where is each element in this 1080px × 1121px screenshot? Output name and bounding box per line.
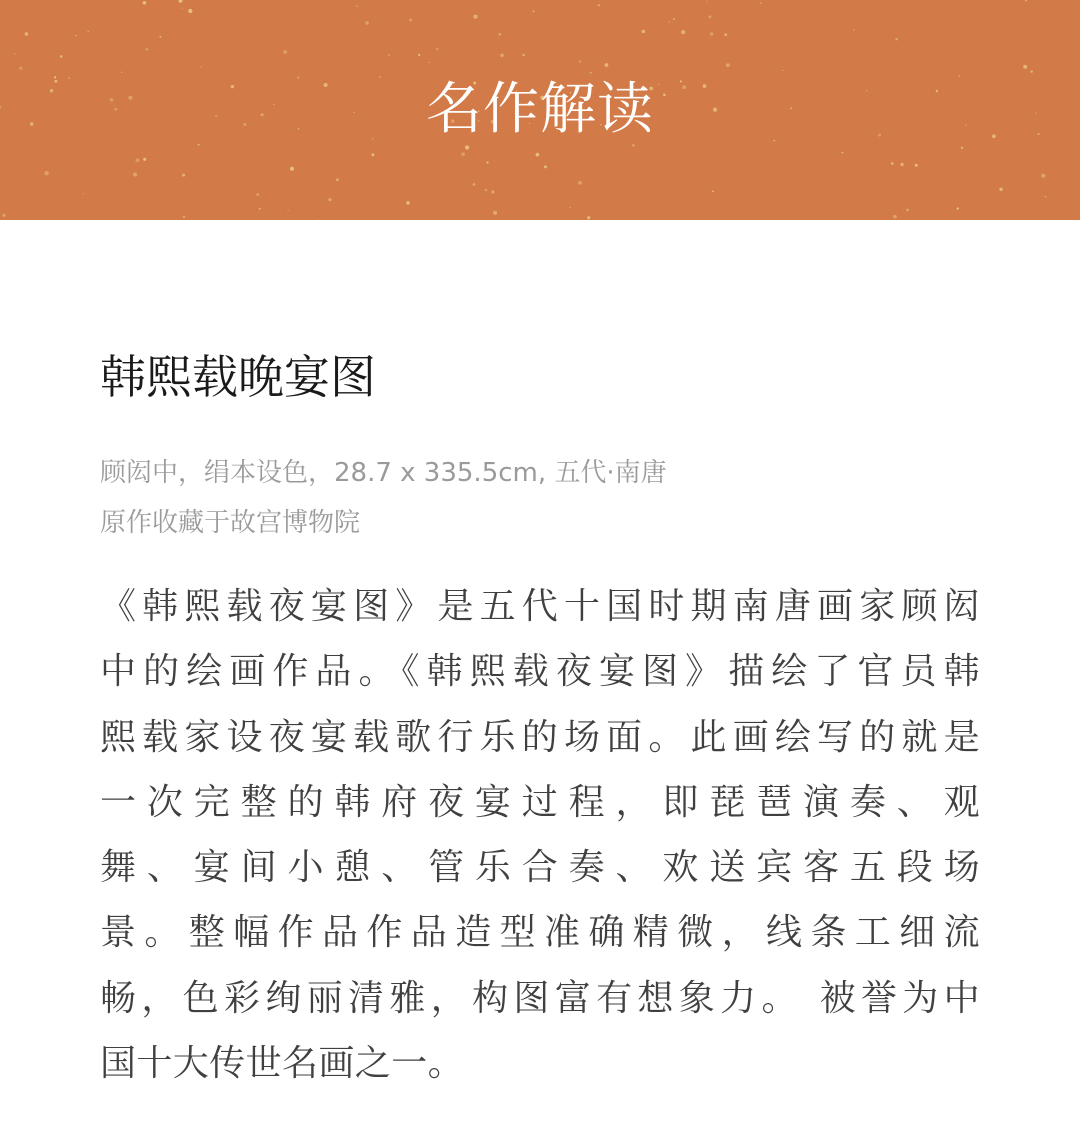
gold-fleck	[133, 172, 137, 176]
gold-fleck	[999, 188, 1003, 192]
gold-fleck	[14, 53, 16, 55]
artwork-meta	[100, 448, 980, 548]
gold-fleck	[60, 55, 63, 58]
artwork-meta-line: 原作收藏于故宫博物院	[100, 508, 361, 538]
gold-fleck	[578, 181, 582, 185]
gold-fleck	[418, 54, 420, 56]
gold-fleck	[485, 189, 488, 192]
gold-fleck	[605, 63, 609, 67]
description-line: 《韩熙载夜宴图》是五代十国时期南唐画家顾闳	[100, 586, 980, 627]
gold-fleck	[486, 161, 488, 163]
gold-fleck	[893, 215, 897, 219]
gold-fleck	[710, 32, 713, 35]
gold-fleck	[356, 5, 357, 6]
gold-fleck	[2, 214, 5, 217]
gold-fleck	[706, 1, 707, 2]
gold-fleck	[673, 18, 676, 21]
gold-fleck	[473, 183, 476, 186]
description-line: 畅，色彩绚丽清雅，构图富有想象力。 被誉为中	[100, 977, 980, 1019]
gold-fleck	[146, 48, 149, 51]
gold-fleck	[388, 54, 390, 56]
gold-fleck	[75, 35, 77, 37]
gold-fleck	[25, 32, 28, 35]
gold-fleck	[532, 10, 534, 12]
gold-fleck	[957, 207, 959, 209]
gold-fleck	[182, 174, 185, 177]
gold-fleck	[83, 193, 84, 194]
gold-fleck	[201, 66, 202, 67]
description-line: 舞、宴间小憩、管乐合奏、欢送宾客五段场	[100, 847, 980, 889]
gold-fleck	[259, 208, 261, 210]
gold-fleck	[493, 211, 497, 215]
gold-fleck	[473, 14, 477, 18]
gold-fleck	[181, 7, 182, 8]
gold-fleck	[409, 18, 412, 21]
gold-fleck	[44, 171, 48, 175]
gold-fleck	[183, 215, 186, 218]
gold-fleck	[143, 158, 146, 161]
gold-fleck	[371, 153, 374, 156]
gold-fleck	[365, 21, 368, 24]
gold-fleck	[135, 158, 139, 162]
title-banner	[0, 0, 1080, 220]
gold-fleck	[256, 193, 259, 196]
gold-fleck	[19, 67, 22, 70]
gold-fleck	[522, 54, 524, 56]
gold-fleck	[143, 1, 147, 5]
gold-fleck	[461, 152, 465, 156]
gold-fleck	[287, 210, 288, 211]
gold-fleck	[500, 53, 504, 57]
gold-fleck	[709, 15, 712, 18]
gold-fleck	[895, 38, 897, 40]
gold-fleck	[436, 48, 438, 50]
gold-fleck	[188, 9, 192, 13]
description-line: 一次完整的韩府夜宴过程，即琵琶演奏、观	[100, 781, 980, 823]
gold-fleck	[726, 63, 730, 67]
banner-title: 名作解读	[426, 77, 654, 142]
description-line: 景。整幅作品作品造型准确精微，线条工细流	[100, 912, 980, 954]
gold-fleck	[336, 178, 339, 181]
gold-fleck	[570, 207, 571, 208]
gold-fleck	[668, 21, 669, 22]
gold-fleck	[782, 70, 783, 71]
gold-fleck	[1045, 196, 1047, 198]
description-line: 国十大传世名画之一。	[100, 1043, 465, 1085]
gold-fleck	[712, 190, 714, 192]
gold-fleck	[915, 164, 918, 167]
gold-fleck	[598, 4, 600, 6]
gold-fleck	[724, 33, 727, 36]
gold-fleck	[159, 36, 161, 38]
gold-fleck	[536, 153, 540, 157]
description-line: 熙载家设夜宴载歌行乐的场面。此画绘写的就是	[100, 716, 980, 758]
gold-fleck	[429, 62, 430, 63]
gold-fleck	[587, 216, 590, 219]
gold-fleck	[87, 31, 89, 33]
gold-fleck	[491, 190, 494, 193]
gold-fleck	[544, 165, 547, 168]
gold-fleck	[328, 198, 331, 201]
gold-fleck	[1041, 174, 1045, 178]
artwork-meta-line: 顾闳中，绢本设色，28.7 x 335.5cm, 五代·南唐	[100, 458, 667, 488]
artwork-title: 韩熙载晚宴图	[100, 350, 376, 404]
gold-fleck	[842, 152, 844, 154]
description-line: 中的绘画作品。《韩熙载夜宴图》描绘了官员韩	[100, 651, 980, 693]
gold-fleck	[498, 33, 501, 36]
gold-fleck	[179, 0, 183, 3]
gold-fleck	[760, 2, 762, 4]
gold-fleck	[579, 60, 581, 62]
gold-fleck	[891, 162, 894, 165]
gold-fleck	[900, 163, 903, 166]
gold-fleck	[1023, 65, 1027, 69]
gold-fleck	[283, 50, 287, 54]
gold-fleck	[642, 30, 645, 33]
gold-fleck	[1025, 0, 1027, 2]
gold-fleck	[681, 30, 685, 34]
gold-fleck	[406, 201, 410, 205]
gold-fleck	[853, 29, 855, 31]
artwork-description	[100, 574, 980, 1096]
gold-fleck	[906, 209, 909, 212]
gold-fleck	[317, 219, 318, 220]
gold-fleck	[290, 167, 294, 171]
